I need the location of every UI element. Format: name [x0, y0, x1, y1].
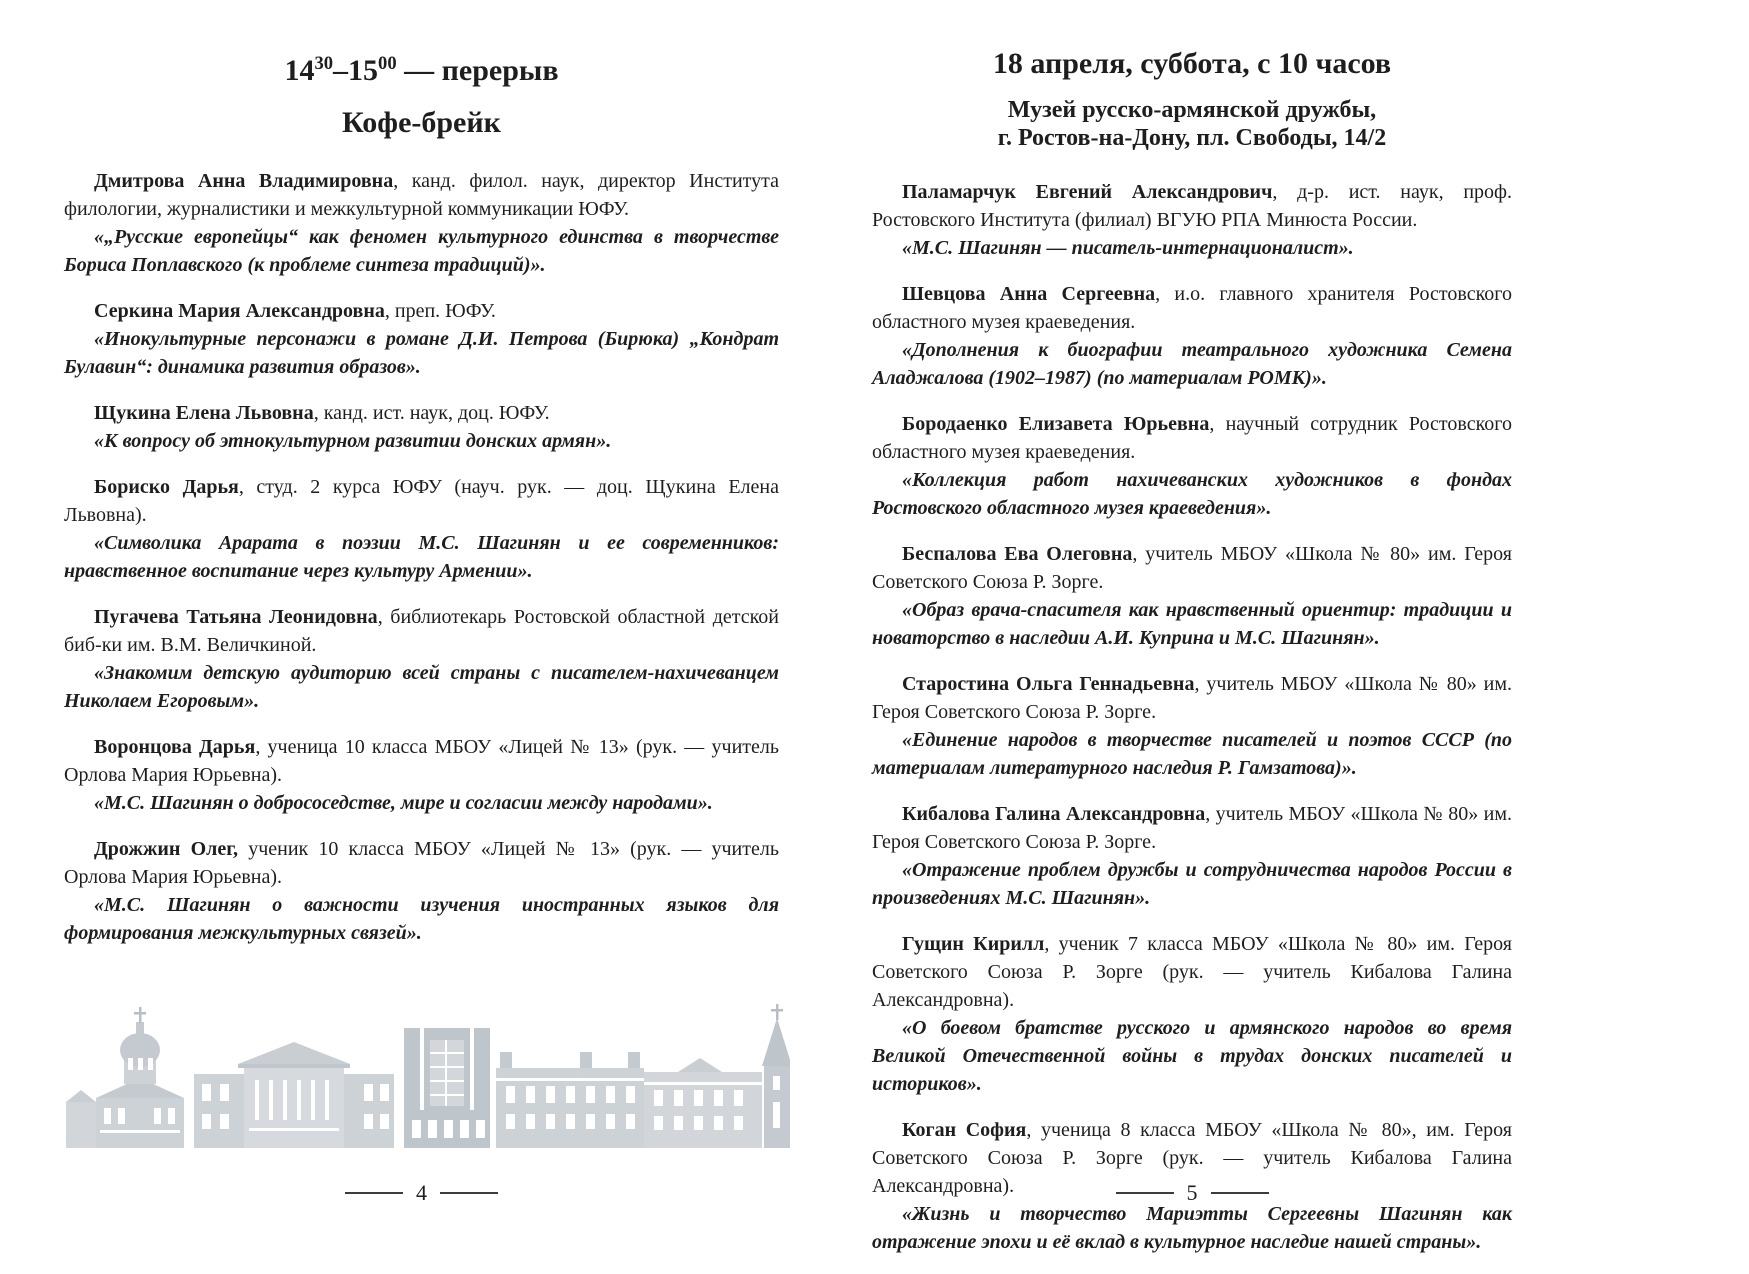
speaker-affiliation: ученик 10 класса МБОУ «Лицей № 13» (рук. — учитель Орлова Мария Юрьевна).: [64, 838, 779, 888]
speaker-name: Коган София: [902, 1119, 1027, 1141]
talk-title: «„Русские европейцы“ как феномен культурного единства в творчестве Бориса Поплавского (к проблеме синтеза традиций)».: [64, 226, 779, 276]
talk-title: «Дополнения к биографии театрального художника Семена Аладжалова (1902–1987) (по материалам РОМК)».: [872, 339, 1512, 389]
speaker-line: [64, 297, 779, 325]
talk-title: «М.С. Шагинян о добрососедстве, мире и согласии между народами».: [94, 792, 713, 814]
venue-address: г. Ростов-на-Дону, пл. Свободы, 14/2: [997, 125, 1387, 151]
speaker-affiliation: , научный сотрудник Ростовского областного музея краеведения.: [872, 413, 1512, 463]
talk-title: «М.С. Шагинян — писатель-интернационалист».: [902, 237, 1354, 259]
talk-title: «Знакомим детскую аудиторию всей страны с писателем-нахичеванцем Николаем Егоровым».: [64, 662, 779, 712]
speaker-name: Дмитрова Анна Владимировна: [94, 170, 394, 192]
page-number: 4: [416, 1180, 427, 1205]
speaker-line: [64, 473, 779, 529]
program-entry: [872, 800, 1512, 912]
right-page: [872, 0, 1512, 1274]
left-page: [64, 0, 779, 965]
program-entry: [872, 280, 1512, 392]
time-suffix: — перерыв: [396, 54, 559, 87]
speaker-affiliation: , д-р. ист. наук, проф. Ростовского Института (филиал) ВГУЮ РПА Минюста России.: [872, 181, 1512, 231]
speaker-line: [872, 280, 1512, 336]
footer-rule: [440, 1192, 498, 1194]
talk-title: «Единение народов в творчестве писателей и поэтов СССР (по материалам литературного наследия Р. Гамзатова)».: [872, 729, 1512, 779]
talk-title: «Жизнь и творчество Мариэтты Сергеевны Шагинян как отражение эпохи и её вклад в культурное наследие нашей страны».: [872, 1203, 1512, 1253]
program-entries: [64, 167, 779, 947]
program-entry: [64, 603, 779, 715]
time-prefix: 14: [284, 54, 315, 87]
coffee-break-heading: Кофе-брейк: [342, 106, 501, 139]
speaker-affiliation: , учитель МБОУ «Школа № 80» им. Героя Советского Союза Р. Зорге.: [872, 803, 1512, 853]
page-number: 5: [1186, 1180, 1198, 1205]
talk-title: «К вопросу об этнокультурном развитии донских армян».: [94, 430, 612, 452]
speaker-line: [872, 800, 1512, 856]
program-entry: [872, 670, 1512, 782]
program-entry: [64, 297, 779, 381]
speaker-line: [64, 733, 779, 789]
speaker-name: Серкина Мария Александровна: [94, 300, 385, 322]
time-mid: –15: [333, 54, 379, 87]
speaker-name: Пугачева Татьяна Леонидовна: [94, 606, 378, 628]
program-entry: [872, 930, 1512, 1098]
speaker-affiliation: , ученик 7 класса МБОУ «Школа № 80» им. Героя Советского Союза Р. Зорге (рук. — учитель Кибалова Галина Александровна).: [872, 933, 1513, 1011]
speaker-line: [872, 178, 1512, 234]
program-entry: [64, 733, 779, 817]
footer-rule: [1116, 1192, 1174, 1194]
speaker-affiliation: , канд. филол. наук, директор Института филологии, журналистики и межкультурной коммуникации ЮФУ.: [64, 170, 779, 220]
speaker-line: [872, 540, 1512, 596]
time-superscript-minutes: 00: [378, 53, 397, 74]
program-entry: [64, 835, 779, 947]
speaker-line: [64, 167, 779, 223]
speaker-line: [64, 603, 779, 659]
footer-rule: [345, 1192, 403, 1194]
speaker-line: [872, 670, 1512, 726]
speaker-affiliation: , ученица 8 класса МБОУ «Школа № 80», им. Героя Советского Союза Р. Зорге (рук. — учитель Кибалова Галина Александровна).: [872, 1119, 1512, 1197]
program-entry: [64, 399, 779, 455]
speaker-name: Воронцова Дарья: [94, 736, 256, 758]
program-entries: [872, 178, 1512, 1256]
speaker-affiliation: , учитель МБОУ «Школа № 80» им. Героя Советского Союза Р. Зорге.: [872, 543, 1512, 593]
talk-title: «Коллекция работ нахичеванских художников в фондах Ростовского областного музея краеведения».: [872, 469, 1512, 519]
program-entry: [64, 167, 779, 279]
speaker-line: [872, 930, 1512, 1014]
speaker-name: Дрожжин Олег,: [94, 838, 239, 860]
speaker-name: Щукина Елена Львовна: [94, 402, 314, 424]
speaker-affiliation: , канд. ист. наук, доц. ЮФУ.: [313, 402, 550, 424]
talk-title: «Символика Арарата в поэзии М.С. Шагинян и ее современников: нравственное воспитание через культуру Армении».: [64, 532, 779, 582]
speaker-line: [64, 399, 779, 427]
talk-title: «Отражение проблем дружбы и сотрудничества народов России в произведениях М.С. Шагинян».: [872, 859, 1512, 909]
speaker-affiliation: , учитель МБОУ «Школа № 80» им. Героя Советского Союза Р. Зорге.: [872, 673, 1512, 723]
speaker-name: Беспалова Ева Олеговна: [902, 543, 1133, 565]
speaker-name: Шевцова Анна Сергеевна: [902, 283, 1156, 305]
talk-title: «Инокультурные персонажи в романе Д.И. Петрова (Бирюка) „Кондрат Булавин“: динамика развития образов».: [64, 328, 779, 378]
talk-title: «М.С. Шагинян о важности изучения иностранных языков для формирования межкультурных связей».: [64, 894, 779, 944]
speaker-name: Бориско Дарья: [94, 476, 239, 498]
time-superscript-minutes: 30: [314, 53, 334, 74]
footer-rule: [1211, 1192, 1269, 1194]
speaker-name: Старостина Ольга Геннадьевна: [902, 673, 1195, 695]
right-page-footer: [872, 1178, 1512, 1208]
program-entry: [872, 178, 1512, 262]
speaker-name: Паламарчук Евгений Александрович: [902, 181, 1273, 203]
speaker-affiliation: , ученица 10 класса МБОУ «Лицей № 13» (рук. — учитель Орлова Мария Юрьевна).: [64, 736, 780, 786]
left-page-footer: [64, 1178, 779, 1208]
talk-title: «О боевом братстве русского и армянского народов во время Великой Отечественной войны в трудах донских писателей и историков».: [872, 1017, 1512, 1095]
speaker-name: Бородаенко Елизавета Юрьевна: [902, 413, 1210, 435]
program-entry: [872, 410, 1512, 522]
speaker-name: Кибалова Галина Александровна: [902, 803, 1206, 825]
program-entry: [64, 473, 779, 585]
speaker-affiliation: , библиотекарь Ростовской областной детской биб-ки им. В.М. Величкиной.: [64, 606, 780, 656]
program-entry: [872, 540, 1512, 652]
venue-name: Музей русско-армянской дружбы,: [1007, 97, 1377, 123]
speaker-name: Гущин Кирилл: [902, 933, 1045, 955]
city-skyline-illustration: [64, 1002, 790, 1148]
talk-title: «Образ врача-спасителя как нравственный ориентир: традиции и новаторство в наследии А.И. Куприна и М.С. Шагинян».: [872, 599, 1512, 649]
speaker-line: [872, 410, 1512, 466]
speaker-line: [64, 835, 779, 891]
speaker-affiliation: , преп. ЮФУ.: [384, 300, 496, 322]
speaker-affiliation: , и.о. главного хранителя Ростовского областного музея краеведения.: [872, 283, 1512, 333]
session-date-heading: 18 апреля, суббота, с 10 часов: [992, 47, 1392, 80]
session-time-heading: [64, 46, 779, 89]
speaker-affiliation: , студ. 2 курса ЮФУ (науч. рук. — доц. Щукина Елена Львовна).: [64, 476, 779, 526]
